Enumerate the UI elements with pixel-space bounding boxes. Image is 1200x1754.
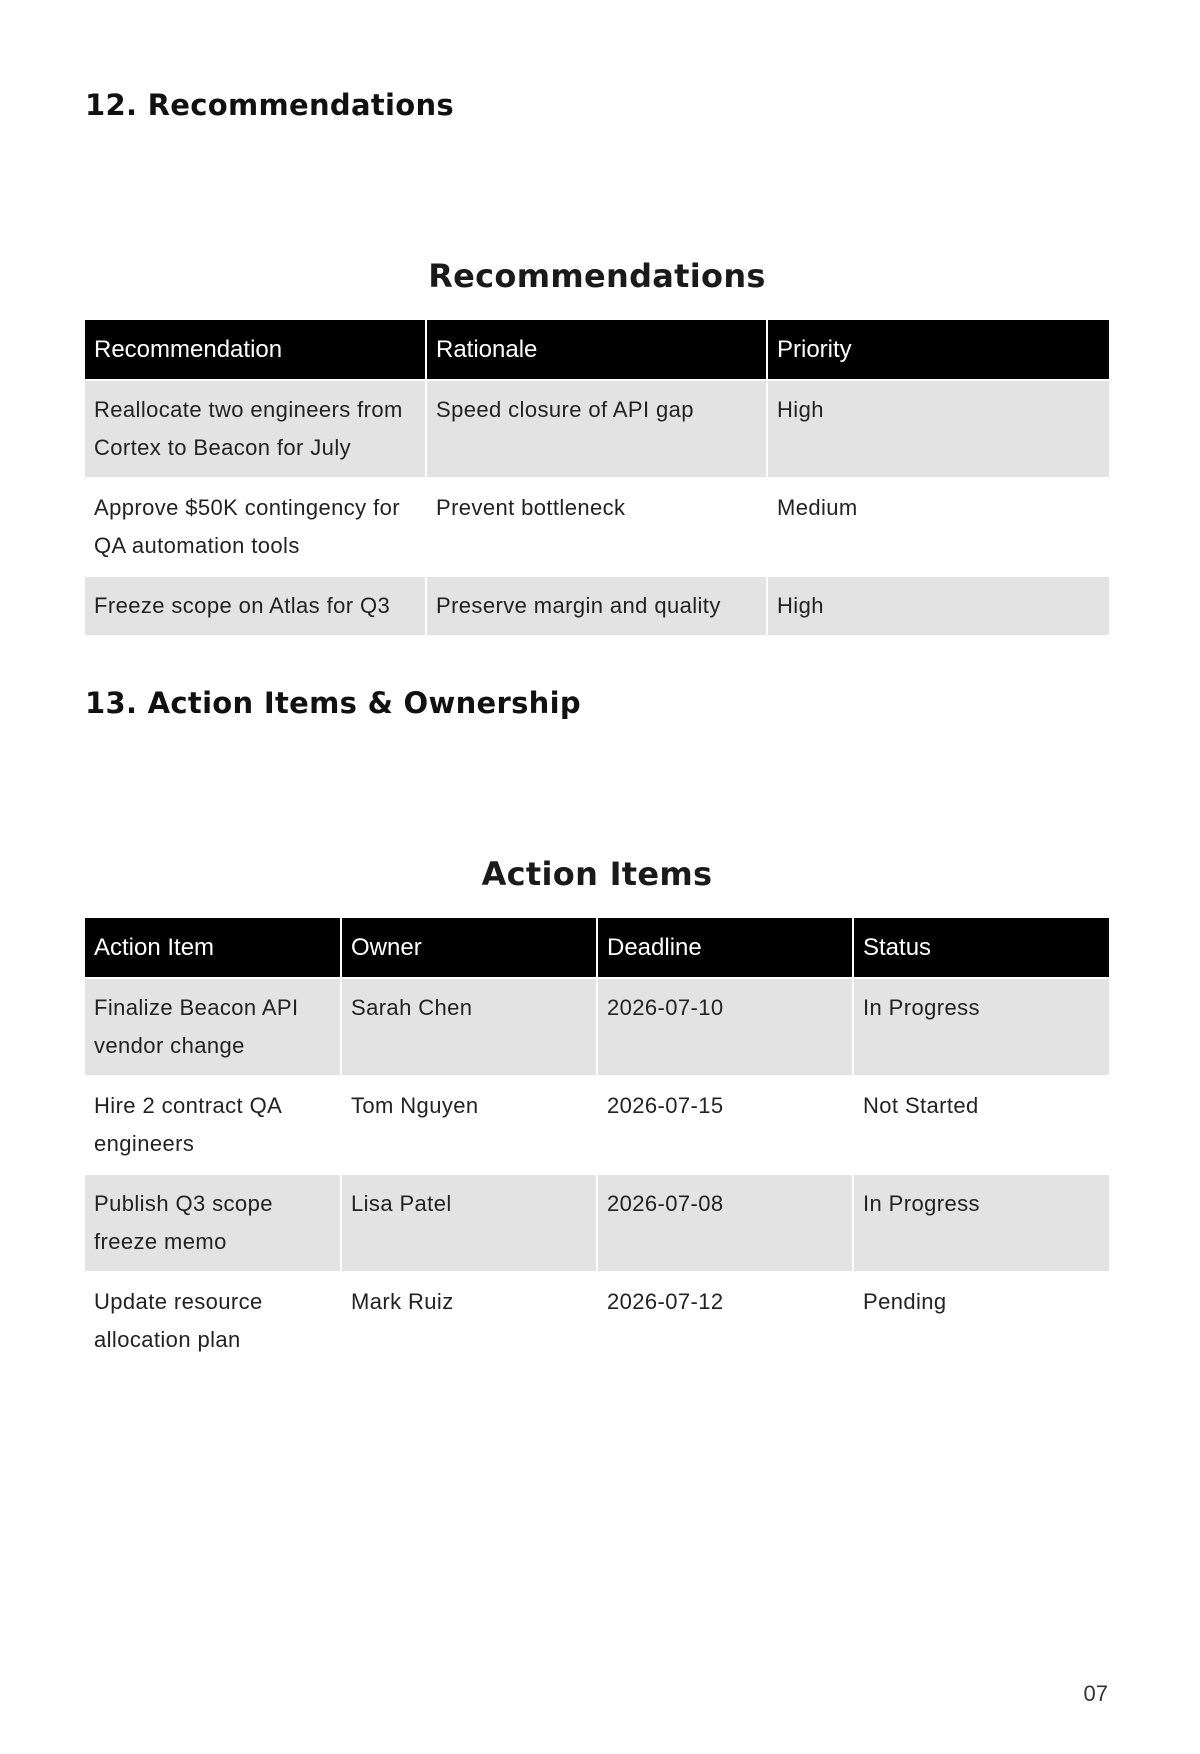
header-row [85,320,1109,380]
table-header [85,320,1109,380]
table-cell: Not Started [853,1076,1109,1174]
table-cell: Tom Nguyen [341,1076,597,1174]
table-body [85,978,1109,1369]
table-title-recommendations: Recommendations [428,257,766,295]
table-row [85,576,1109,635]
table-cell: Update resource allocation plan [85,1272,341,1369]
table-cell: Freeze scope on Atlas for Q3 [85,576,426,635]
table-row [85,978,1109,1076]
table-cell: 2026-07-15 [597,1076,853,1174]
table-cell: Mark Ruiz [341,1272,597,1369]
table-cell: High [767,576,1109,635]
column-header-status: Status [853,918,1109,978]
page-number: 07 [1083,1681,1108,1706]
table-cell: Prevent bottleneck [426,478,767,576]
column-header-rationale: Rationale [426,320,767,380]
table-cell: 2026-07-08 [597,1174,853,1272]
table-cell: Reallocate two engineers from Cortex to Beacon for July [85,380,426,478]
table-cell: Lisa Patel [341,1174,597,1272]
table-cell: Pending [853,1272,1109,1369]
table-header [85,918,1109,978]
table-cell: Approve $50K contingency for QA automation tools [85,478,426,576]
table-row [85,1076,1109,1174]
table-cell: Hire 2 contract QA engineers [85,1076,341,1174]
table-cell: Publish Q3 scope freeze memo [85,1174,341,1272]
table-cell: High [767,380,1109,478]
table-body [85,380,1109,635]
table-row [85,1174,1109,1272]
section-heading-recommendations: 12. Recommendations [85,88,454,122]
column-header-deadline: Deadline [597,918,853,978]
action-items-table [85,918,1109,1369]
table-title-action-items: Action Items [481,855,713,893]
table-cell: 2026-07-10 [597,978,853,1076]
table-cell: 2026-07-12 [597,1272,853,1369]
section-heading-action-items: 13. Action Items & Ownership [85,686,581,720]
table-row [85,380,1109,478]
table-cell: Preserve margin and quality [426,576,767,635]
column-header-owner: Owner [341,918,597,978]
table-cell: In Progress [853,978,1109,1076]
column-header-recommendation: Recommendation [85,320,426,380]
column-header-priority: Priority [767,320,1109,380]
table-cell: Speed closure of API gap [426,380,767,478]
table-row [85,478,1109,576]
table-row [85,1272,1109,1369]
header-row [85,918,1109,978]
column-header-action-item: Action Item [85,918,341,978]
table-cell: In Progress [853,1174,1109,1272]
table-cell: Medium [767,478,1109,576]
recommendations-table [85,320,1109,635]
table-cell: Sarah Chen [341,978,597,1076]
table-cell: Finalize Beacon API vendor change [85,978,341,1076]
